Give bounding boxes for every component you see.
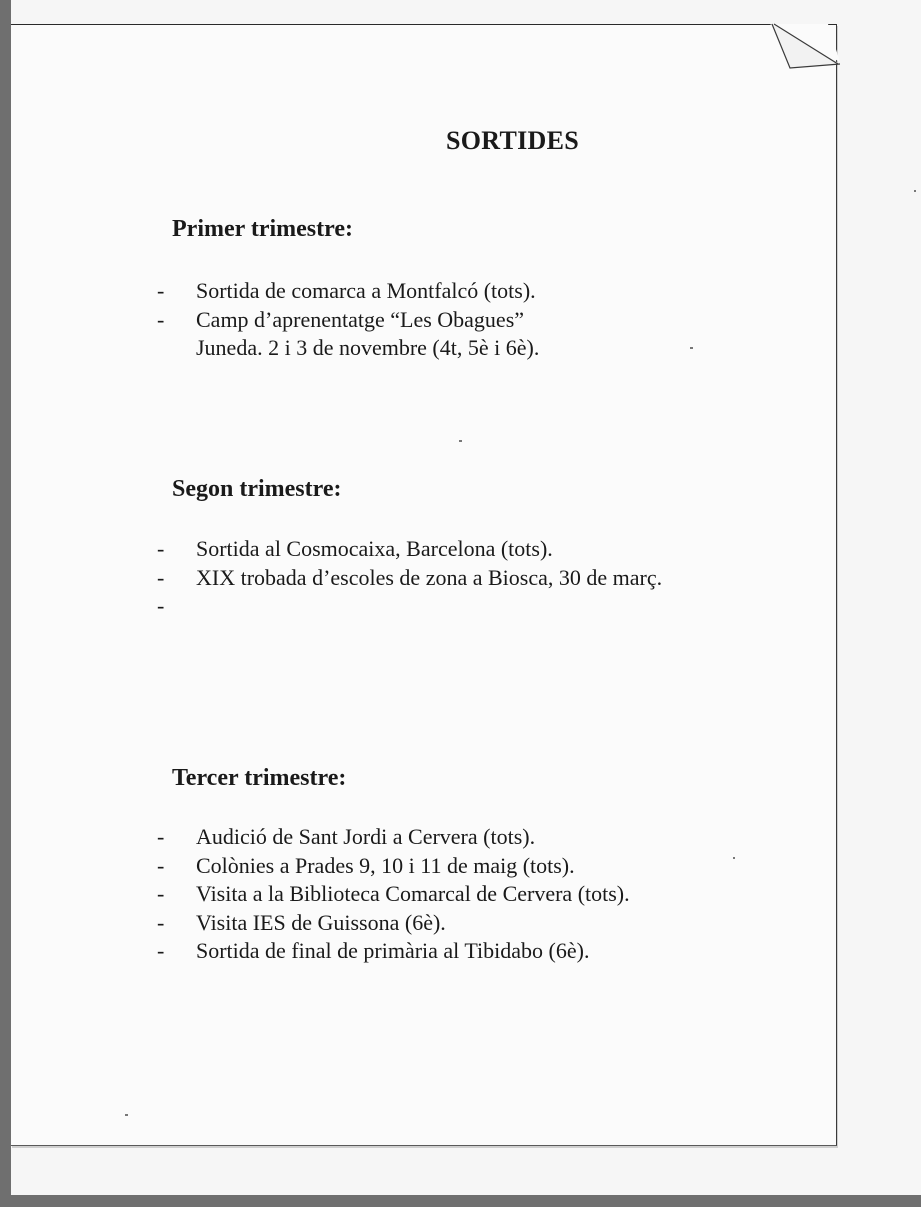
bullet-dash: - [157, 593, 165, 618]
scan-speck [914, 190, 916, 192]
scan-edge-bottom [0, 1195, 921, 1207]
bullet-dash: - [157, 852, 165, 878]
bullet-dash: - [157, 824, 165, 849]
section-heading-tercer: Tercer trimestre: [172, 765, 347, 791]
list-item-text: Audició de Sant Jordi a Cervera (tots). [196, 824, 536, 849]
bullet-dash: - [157, 278, 165, 303]
list-item-text: XIX trobada d’escoles de zona a Biosca, 30 de març. [196, 564, 663, 590]
scan-speck [690, 347, 693, 349]
list-item-text: Sortida de final de primària al Tibidabo (6è). [196, 938, 590, 963]
scan-speck [459, 440, 462, 442]
section-heading-segon: Segon trimestre: [172, 476, 342, 502]
list-item-text: Colònies a Prades 9, 10 i 11 de maig (tots). [196, 852, 575, 878]
scan-speck [125, 1114, 128, 1116]
list-item [0, 937, 760, 966]
section-heading-primer: Primer trimestre: [172, 216, 353, 242]
list-item [0, 535, 760, 564]
bullet-dash: - [157, 938, 165, 963]
folded-corner-icon [770, 22, 842, 74]
bullet-dash: - [157, 881, 165, 906]
section-list-tercer [0, 823, 760, 966]
list-item-text: Sortida de comarca a Montfalcó (tots). [196, 278, 536, 303]
list-item [0, 277, 760, 306]
list-item [0, 592, 760, 621]
list-item [0, 852, 760, 881]
section-list-segon [0, 535, 760, 621]
list-item-text: Visita a la Biblioteca Comarcal de Cervera (tots). [196, 881, 630, 906]
page-title: SORTIDES [446, 126, 579, 155]
list-item [0, 564, 760, 593]
section-list-primer [0, 277, 760, 363]
list-item [0, 909, 760, 938]
list-item [0, 823, 760, 852]
bullet-dash: - [157, 909, 165, 935]
bullet-dash: - [157, 536, 165, 561]
bullet-dash: - [157, 564, 165, 590]
list-item [0, 306, 760, 363]
list-item-text: Visita IES de Guissona (6è). [196, 909, 446, 935]
bullet-dash: - [157, 306, 165, 332]
scan-speck [733, 857, 735, 859]
list-item-text: Sortida al Cosmocaixa, Barcelona (tots). [196, 536, 553, 561]
list-item [0, 880, 760, 909]
list-item-text: Camp d’aprenentatge “Les Obagues” Juneda. 2 i 3 de novembre (4t, 5è i 6è). [196, 306, 540, 360]
